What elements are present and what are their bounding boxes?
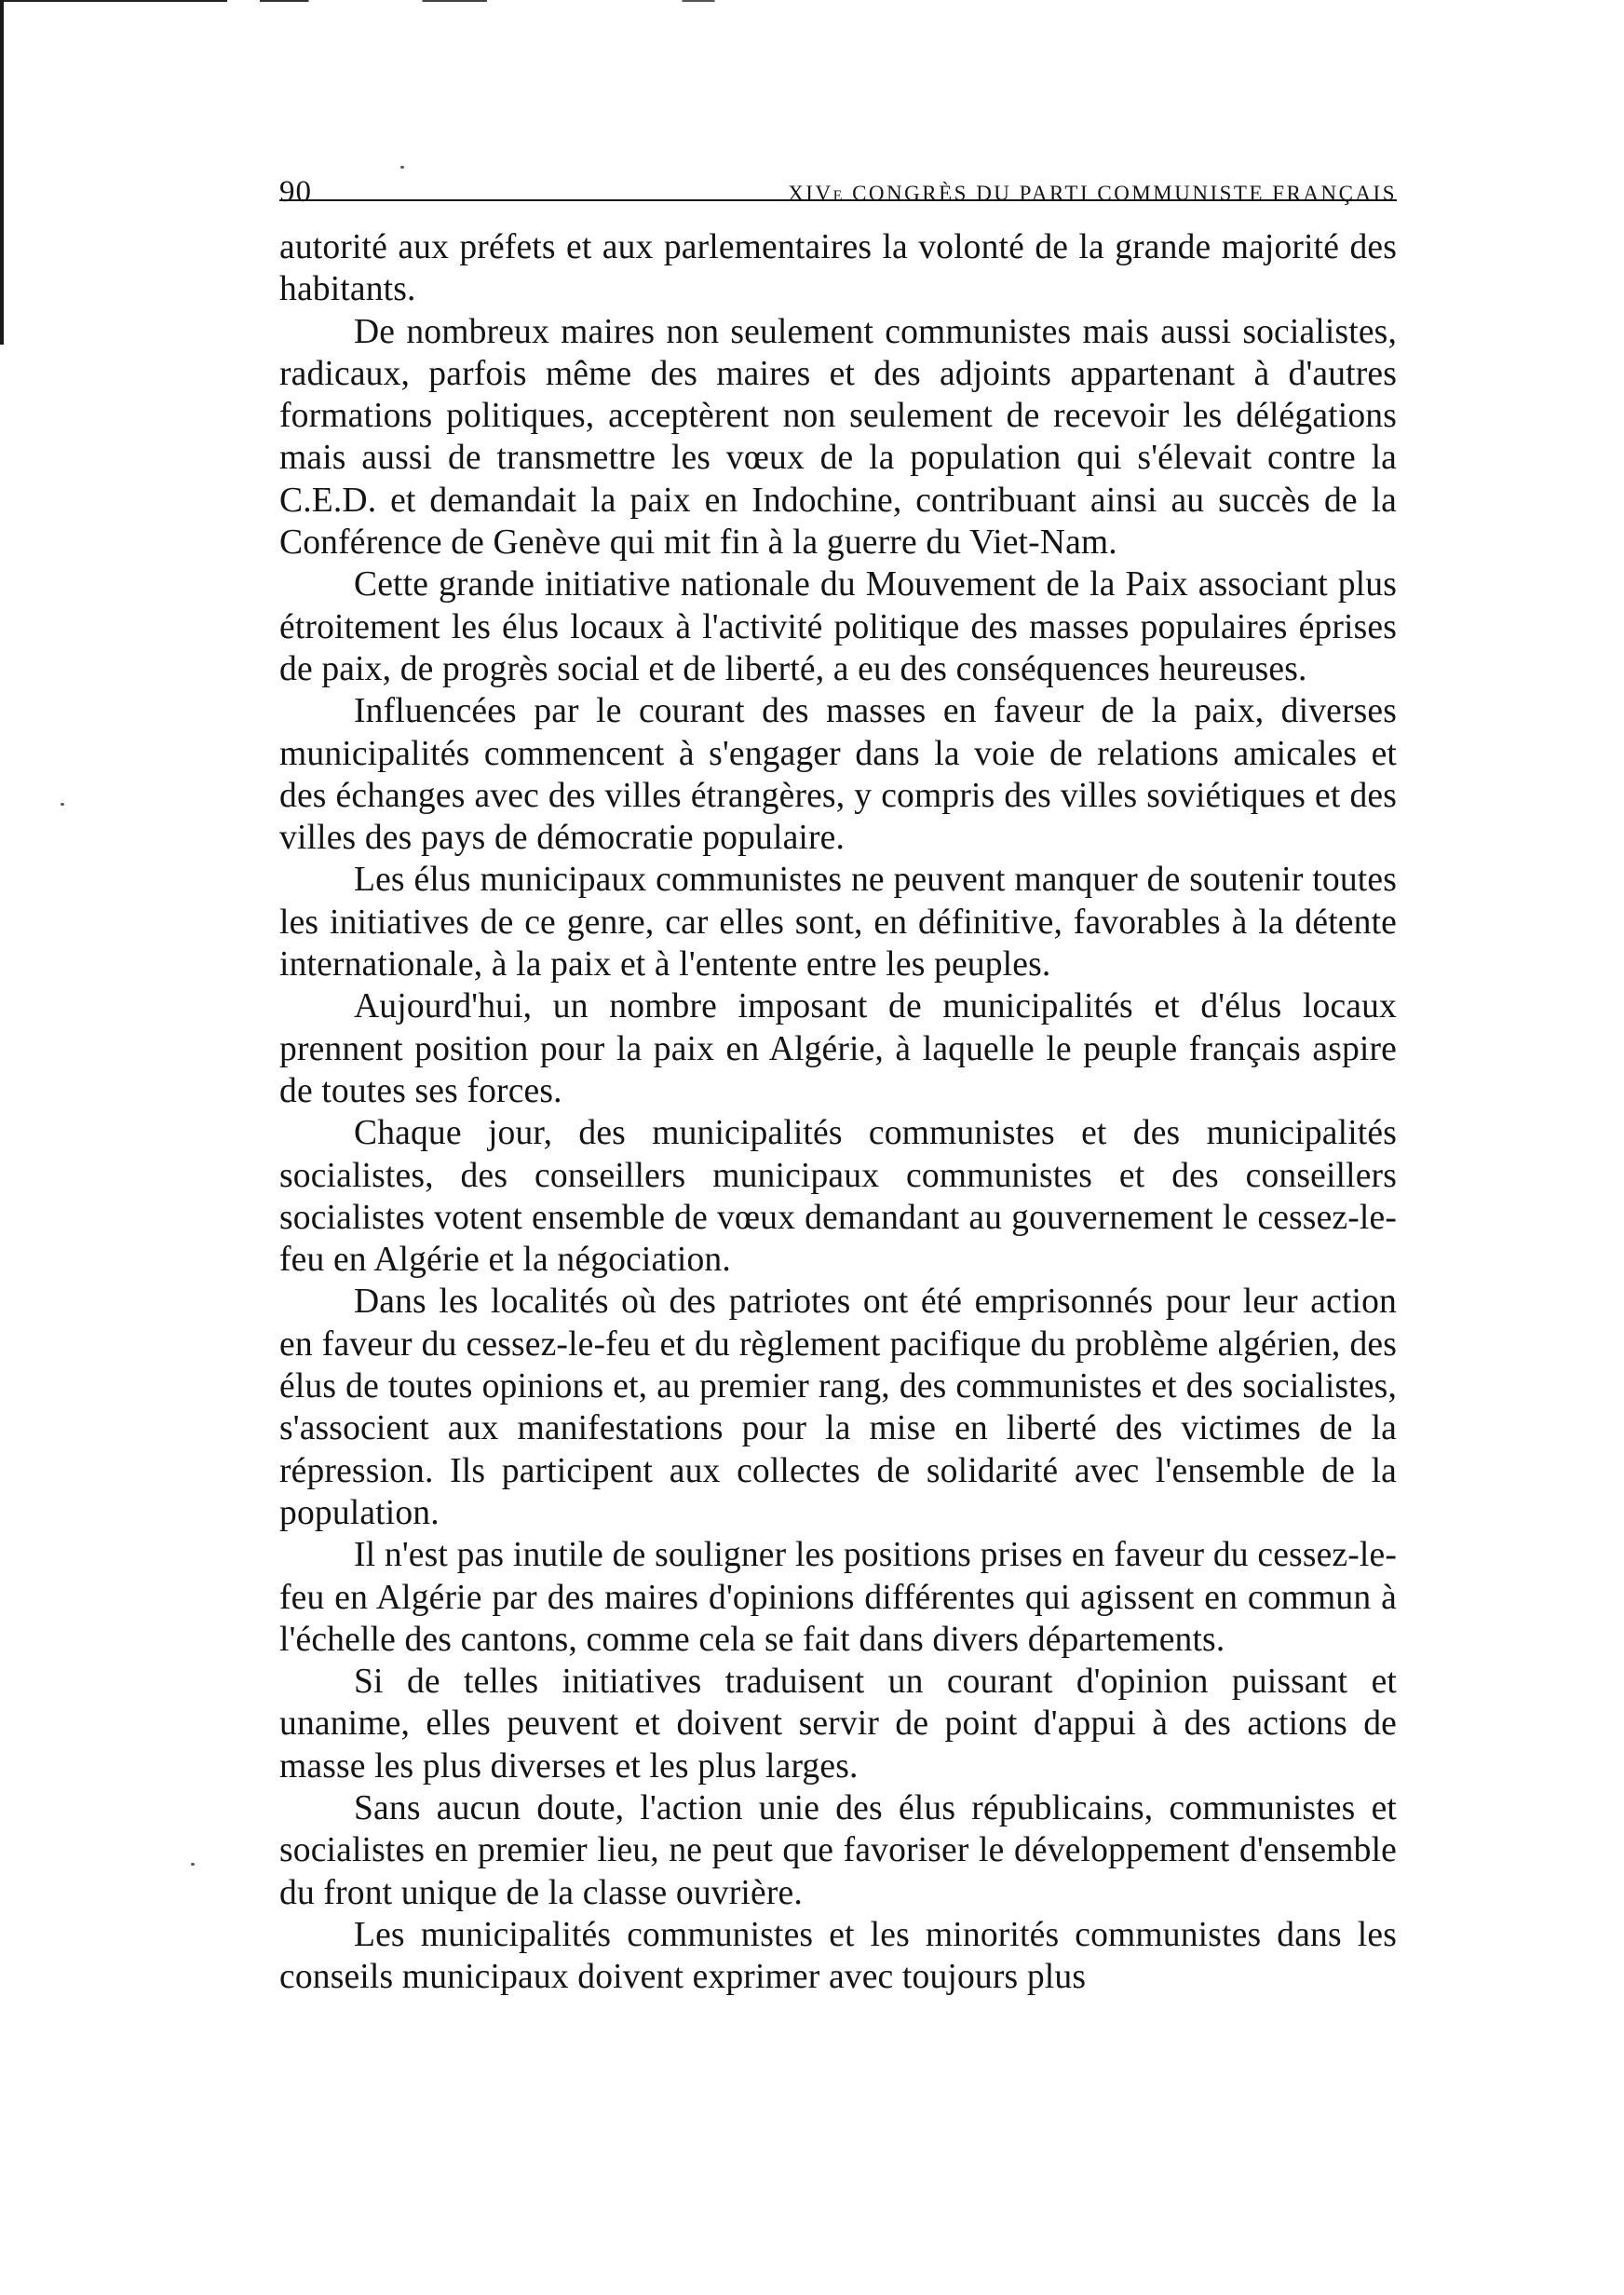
page-number: 90 [279, 175, 312, 209]
paragraph: Influencées par le courant des masses en faveur de la paix, diverses municipalités commencent à s'engager dans la voie de relations amicales et des échanges avec des villes étrangères, y compris des villes soviétiques et des villes des pays de démocratie populaire. [279, 692, 1397, 858]
paragraph: Sans aucun doute, l'action unie des élus républicains, communistes et socialistes en premier lieu, ne peut que favoriser le développement d'ensemble du front unique de la classe ouvrière. [279, 1788, 1397, 1912]
scan-edge-top [0, 0, 1624, 2]
running-title: XIVe CONGRÈS DU PARTI COMMUNISTE FRANÇAIS [788, 182, 1397, 205]
paragraph: Il n'est pas inutile de souligner les positions prises en faveur du cessez-le-feu en Algérie par des maires d'opinions différentes qui agissent en commun à l'échelle des cantons, comme cela se fait dans divers départements. [279, 1536, 1397, 1659]
paragraph: Cette grande initiative nationale du Mouvement de la Paix associant plus étroitement les élus locaux à l'activité politique des masses populaires éprises de paix, de progrès social et de liberté, a eu des conséquences heureuses. [279, 565, 1397, 688]
scan-speck [61, 803, 64, 806]
paragraph: Les élus municipaux communistes ne peuvent manquer de soutenir toutes les initiatives de ce genre, car elles sont, en définitive, favorables à la détente internationale, à la paix et à l'entente entre les peuples. [279, 861, 1397, 985]
paragraph: De nombreux maires non seulement communistes mais aussi socialistes, radicaux, parfois même des maires et des adjoints appartenant à d'autres formations politiques, acceptèrent non seulement de recevoir les délégations mais aussi de transmettre les vœux de la population qui s'élevait contre la C.E.D. et demandait la paix en Indochine, contribuant ainsi au succès de la Conférence de Genève qui mit fin à la guerre du Viet-Nam. [279, 312, 1397, 563]
paragraph: Si de telles initiatives traduisent un courant d'opinion puissant et unanime, elles peuvent et doivent servir de point d'appui à des actions de masse les plus diverses et les plus larges. [279, 1663, 1397, 1786]
paragraph: Aujourd'hui, un nombre imposant de municipalités et d'élus locaux prennent position pour la paix en Algérie, à laquelle le peuple français aspire de toutes ses forces. [279, 987, 1397, 1110]
scan-edge-left [0, 0, 4, 345]
paragraph: autorité aux préfets et aux parlementaires la volonté de la grande majorité des habitants. [279, 228, 1397, 309]
paragraph: Les municipalités communistes et les minorités communistes dans les conseils municipaux doivent exprimer avec toujours plus [279, 1915, 1397, 1997]
paragraph: Dans les localités où des patriotes ont été emprisonnés pour leur action en faveur du cessez-le-feu et du règlement pacifique du problème algérien, des élus de toutes opinions et, au premier rang, des communistes et des socialistes, s'associent aux manifestations pour la mise en liberté des victimes de la répression. Ils participent aux collectes de solidarité avec l'ensemble de la population. [279, 1283, 1397, 1532]
body-text [279, 226, 1397, 1998]
running-header [279, 140, 1397, 209]
paragraph: Chaque jour, des municipalités communistes et des municipalités socialistes, des conseillers municipaux communistes et des conseillers socialistes votent ensemble de vœux demandant au gouvernement le cessez-le-feu en Algérie et la négociation. [279, 1114, 1397, 1280]
scan-speck [191, 1863, 195, 1866]
book-page [279, 140, 1397, 1998]
